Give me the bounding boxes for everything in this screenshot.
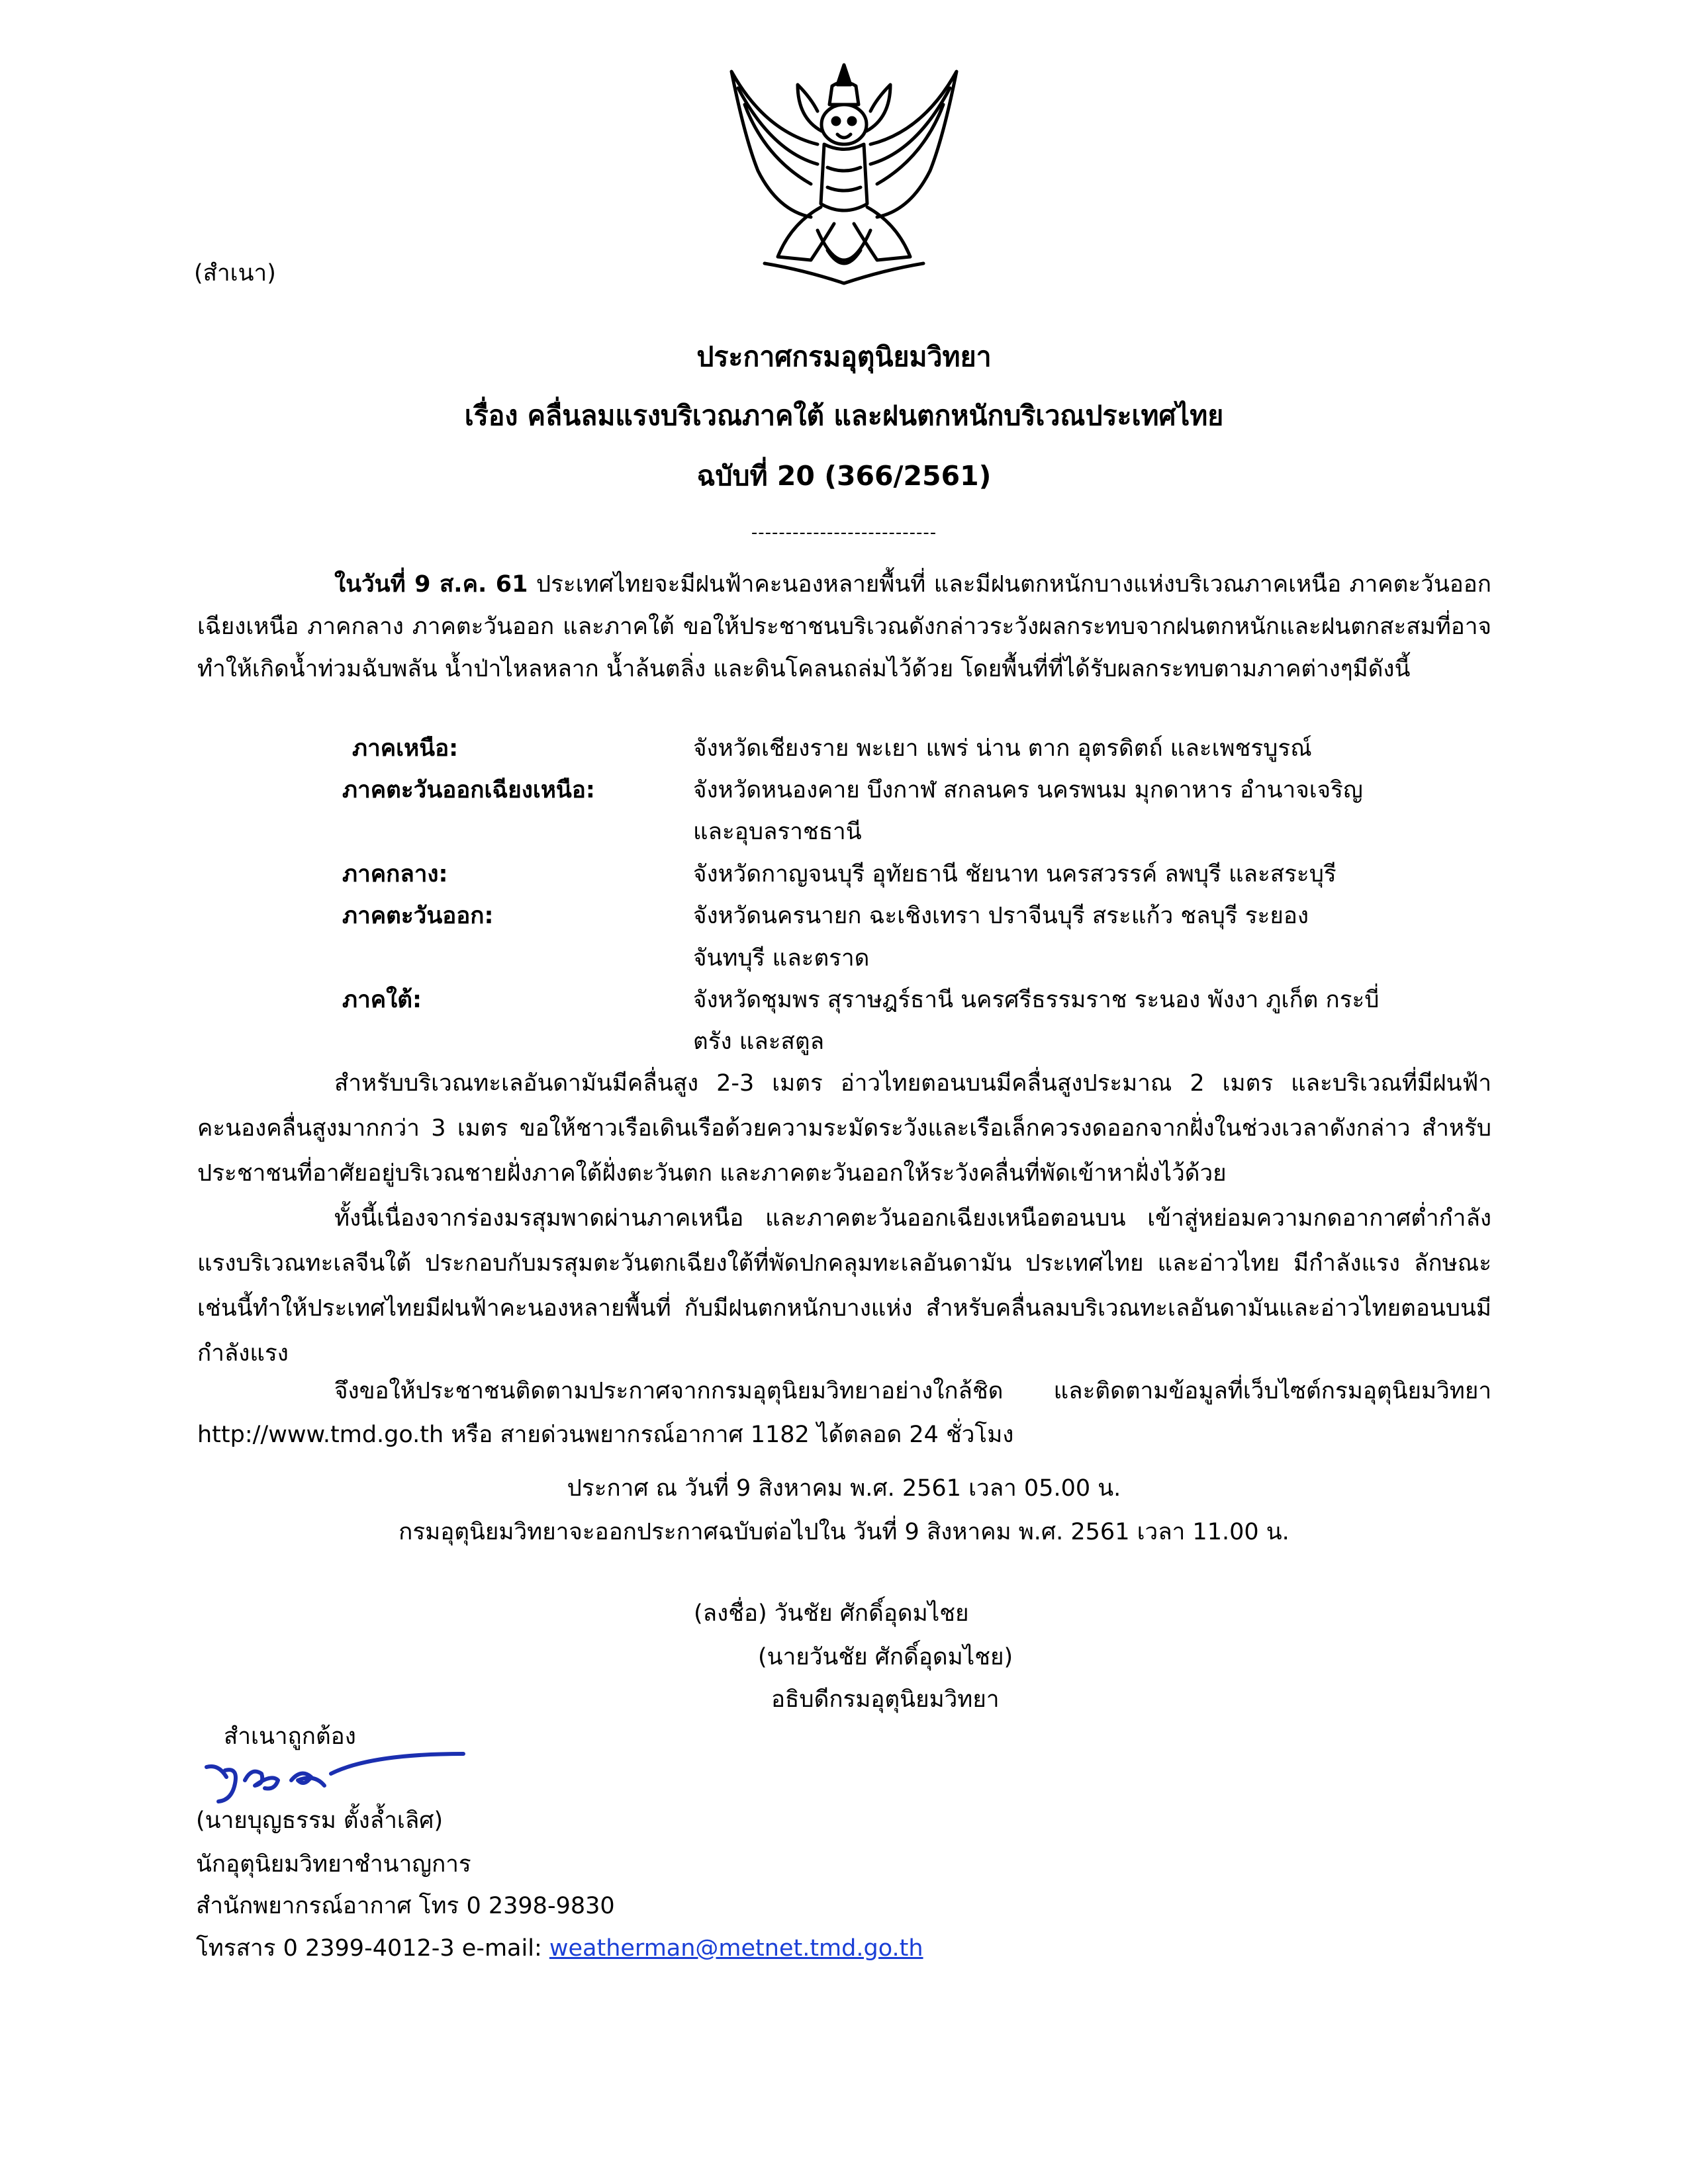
certified-copy-label: สำเนาถูกต้อง xyxy=(224,1723,356,1750)
region-central-name: ภาคกลาง: xyxy=(342,861,448,887)
paragraph-waves xyxy=(197,1061,1491,1196)
region-south-name: ภาคใต้: xyxy=(342,987,422,1013)
paragraph-cause xyxy=(197,1196,1491,1376)
region-north-provinces: จังหวัดเชียงราย พะเยา แพร่ น่าน ตาก อุตรดิตถ์ และเพชรบูรณ์ xyxy=(693,735,1312,762)
document-subject: เรื่อง คลื่นลมแรงบริเวณภาคใต้ และฝนตกหนักบริเวณประเทศไทย xyxy=(464,400,1224,432)
region-northeast-provinces: จังหวัดหนองคาย บึงกาฬ สกลนคร นครพนม มุกดาหาร อำนาจเจริญ xyxy=(693,777,1363,803)
copy-label: (สำเนา) xyxy=(194,260,276,287)
divider: --------------------------- xyxy=(751,523,937,543)
paragraph-intro xyxy=(197,563,1491,690)
region-northeast-name: ภาคตะวันออกเฉียงเหนือ: xyxy=(342,777,595,803)
waves-text: สำหรับบริเวณทะเลอันดามันมีคลื่นสูง 2-3 เมตร อ่าวไทยตอนบนมีคลื่นสูงประมาณ 2 เมตร และบริเวณที่มีฝนฟ้าคะนองคลื่นสูงมากกว่า 3 เมตร ขอให้ชาวเรือเดินเรือด้วยความระมัดระวังและเรือเล็กควรงดออกจากฝั่งในช่วงเวลาดังกล่าว สำหรับประชาชนที่อาศัยอยู่บริเวณชายฝั่งภาคใต้ฝั่งตะวันตก และภาคตะวันออกให้ระวังคลื่นที่พัดเข้าหาฝั่งไว้ด้วย xyxy=(197,1070,1491,1187)
region-central-provinces: จังหวัดกาญจนบุรี อุทัยธานี ชัยนาท นครสวรรค์ ลพบุรี และสระบุรี xyxy=(693,861,1336,887)
region-south-provinces-cont: ตรัง และสตูล xyxy=(693,1028,825,1055)
certifier-name: (นายบุญธรรม ตั้งล้ำเลิศ) xyxy=(196,1807,444,1834)
follow-up-text: จึงขอให้ประชาชนติดตามประกาศจากกรมอุตุนิยมวิทยาอย่างใกล้ชิด และติดตามข้อมูลที่เว็บไซต์กรมอุตุนิยมวิทยา http://www.tmd.go.th หรือ สายด่วนพยากรณ์อากาศ 1182 ได้ตลอด 24 ชั่วโมง xyxy=(197,1378,1491,1448)
paragraph-follow-up xyxy=(197,1369,1491,1457)
garuda-emblem-icon xyxy=(718,58,970,296)
region-north-name: ภาคเหนือ: xyxy=(352,735,459,762)
region-south-provinces: จังหวัดชุมพร สุราษฎร์ธานี นครศรีธรรมราช ระนอง พังงา ภูเก็ต กระบี่ xyxy=(693,987,1380,1013)
announcement-date: ประกาศ ณ วันที่ 9 สิงหาคม พ.ศ. 2561 เวลา 05.00 น. xyxy=(567,1475,1121,1502)
region-east-name: ภาคตะวันออก: xyxy=(342,903,494,929)
signatory-name: (นายวันชัย ศักดิ์อุดมไชย) xyxy=(758,1644,1013,1670)
signed-line: (ลงชื่อ) วันชัย ศักดิ์อุดมไชย xyxy=(694,1600,969,1627)
signatory-title: อธิบดีกรมอุตุนิยมวิทยา xyxy=(771,1686,1000,1713)
email-link[interactable]: weatherman@metnet.tmd.go.th xyxy=(549,1935,923,1962)
region-northeast-provinces-cont: และอุบลราชธานี xyxy=(693,819,862,845)
region-east-provinces: จังหวัดนครนายก ฉะเชิงเทรา ปราจีนบุรี สระแก้ว ชลบุรี ระยอง xyxy=(693,903,1309,929)
certifier-office: สำนักพยากรณ์อากาศ โทร 0 2398-9830 xyxy=(196,1893,615,1919)
intro-date-lead: ในวันที่ 9 ส.ค. 61 xyxy=(334,571,528,598)
certifier-position: นักอุตุนิยมวิทยาชำนาญการ xyxy=(196,1851,471,1878)
intro-text: ประเทศไทยจะมีฝนฟ้าคะนองหลายพื้นที่ และมีฝนตกหนักบางแห่งบริเวณภาคเหนือ ภาคตะวันออกเฉียงเหนือ ภาคกลาง ภาคตะวันออก และภาคใต้ ขอให้ประชาชนบริเวณดังกล่าวระวังผลกระทบจากฝนตกหนักและฝนตกสะสมที่อาจทำให้เกิดน้ำท่วมฉับพลัน น้ำป่าไหลหลาก น้ำล้นตลิ่ง และดินโคลนถล่มไว้ด้วย โดยพื้นที่ที่ได้รับผลกระทบตามภาคต่างๆมีดังนี้ xyxy=(197,571,1491,682)
handwritten-signature-icon xyxy=(199,1727,477,1807)
issue-number: ฉบับที่ 20 (366/2561) xyxy=(696,460,992,492)
fax-line: โทรสาร 0 2399-4012-3 e-mail: xyxy=(196,1935,549,1962)
region-east-provinces-cont: จันทบุรี และตราด xyxy=(693,945,870,972)
next-announcement: กรมอุตุนิยมวิทยาจะออกประกาศฉบับต่อไปใน วันที่ 9 สิงหาคม พ.ศ. 2561 เวลา 11.00 น. xyxy=(399,1519,1289,1545)
certifier-contact xyxy=(196,1935,923,1962)
cause-text: ทั้งนี้เนื่องจากร่องมรสุมพาดผ่านภาคเหนือ และภาคตะวันออกเฉียงเหนือตอนบน เข้าสู่หย่อมความกดอากาศต่ำกำลังแรงบริเวณทะเลจีนใต้ ประกอบกับมรสุมตะวันตกเฉียงใต้ที่พัดปกคลุมทะเลอันดามัน ประเทศไทย และอ่าวไทย มีกำลังแรง ลักษณะเช่นนี้ทำให้ประเทศไทยมีฝนฟ้าคะนองหลายพื้นที่ กับมีฝนตกหนักบางแห่ง สำหรับคลื่นลมบริเวณทะเลอันดามันและอ่าวไทยตอนบนมีกำลังแรง xyxy=(197,1205,1491,1367)
document-title: ประกาศกรมอุตุนิยมวิทยา xyxy=(696,341,992,373)
